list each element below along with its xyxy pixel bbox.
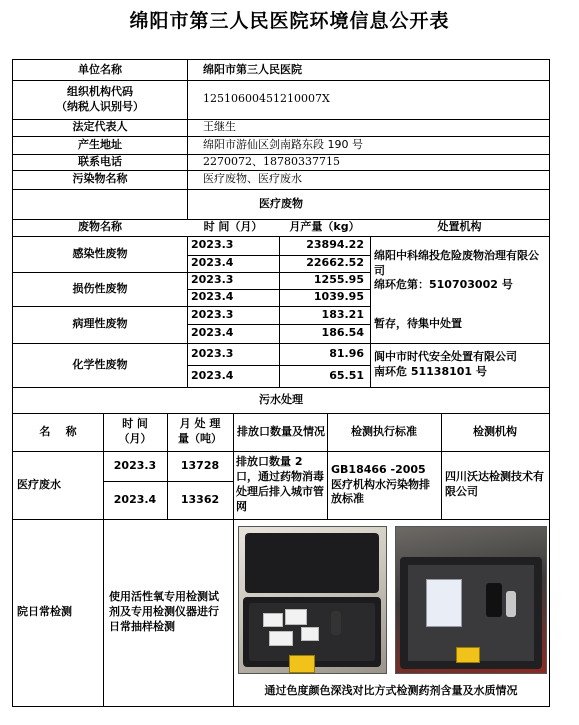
test-kit-photo bbox=[238, 526, 387, 674]
waste-amount: 183.21 bbox=[321, 307, 364, 321]
disposal-org-2: 暂存，待集中处置 bbox=[374, 317, 462, 331]
ww-agency-header: 检测机构 bbox=[473, 424, 517, 438]
ww-outlet-desc: 排放口数量 2 口，通过药物消毒处理后排入城市管网 bbox=[236, 455, 324, 513]
org-code-value: 12510600451210007X bbox=[203, 92, 330, 106]
waste-name-pathological: 病理性废物 bbox=[72, 317, 128, 331]
waste-month: 2023.3 bbox=[191, 307, 234, 321]
phone-label: 联系电话 bbox=[78, 154, 122, 168]
page-title: 绵阳市第三人民医院环境信息公开表 bbox=[129, 10, 450, 32]
phone-value: 2270072、18780337715 bbox=[203, 154, 340, 168]
waste-month: 2023.4 bbox=[191, 290, 234, 304]
waste-disposal-header: 处置机构 bbox=[437, 220, 482, 234]
instrument-photo bbox=[395, 526, 547, 674]
waste-month: 2023.3 bbox=[191, 238, 234, 252]
ww-agency: 四川沃达检测技术有限公司 bbox=[445, 470, 544, 498]
reagent-packet bbox=[426, 579, 462, 627]
waste-amount: 22662.52 bbox=[306, 256, 364, 270]
ww-volume: 13362 bbox=[180, 492, 220, 506]
daily-check-label: 院日常检测 bbox=[17, 605, 72, 619]
waste-name-header: 废物名称 bbox=[78, 220, 122, 234]
daily-check-desc: 使用活性氧专用检测试剂及专用检测仪器进行日常抽样检测 bbox=[109, 590, 219, 633]
unit-name-label: 单位名称 bbox=[78, 62, 122, 76]
disposal-org-3: 阆中市时代安全处置有限公司 南环危 51138101 号 bbox=[374, 350, 517, 378]
legal-rep-label: 法定代表人 bbox=[72, 120, 128, 134]
ww-time-header: 时 间 （月） bbox=[118, 417, 152, 445]
ww-standard-header: 检测执行标准 bbox=[351, 424, 417, 438]
waste-amount: 1255.95 bbox=[313, 273, 364, 287]
address-label: 产生地址 bbox=[78, 137, 122, 151]
waste-time-header: 时 间（月） bbox=[203, 220, 263, 234]
case-latch bbox=[289, 655, 315, 673]
pollutant-label: 污染物名称 bbox=[72, 172, 128, 186]
waste-amount: 65.51 bbox=[329, 368, 364, 382]
wastewater-section-title: 污水处理 bbox=[259, 392, 303, 406]
waste-name-sharps: 损伤性废物 bbox=[72, 281, 128, 295]
waste-month: 2023.4 bbox=[191, 368, 234, 382]
waste-month: 2023.4 bbox=[191, 326, 234, 340]
org-code-label-line1: 组织机构代码 bbox=[67, 84, 133, 98]
disposal-org-1: 绵阳中科绵投危险废物治理有限公司 绵环危第：510703002 号 bbox=[374, 248, 539, 292]
kit-case-lid bbox=[245, 533, 379, 593]
unit-name-value: 绵阳市第三人民医院 bbox=[203, 62, 302, 76]
waste-month: 2023.3 bbox=[191, 273, 234, 287]
ww-name: 医疗废水 bbox=[17, 477, 61, 491]
medical-waste-section-title: 医疗废物 bbox=[259, 196, 303, 210]
waste-amount: 81.96 bbox=[329, 346, 364, 360]
pollutant-value: 医疗废物、医疗废水 bbox=[203, 172, 302, 186]
info-table bbox=[12, 59, 550, 707]
org-code-label bbox=[13, 80, 187, 119]
waste-name-chemical: 化学性废物 bbox=[72, 357, 128, 371]
waste-month: 2023.4 bbox=[191, 256, 234, 270]
ww-outlet-header: 排放口数量及情况 bbox=[237, 424, 325, 438]
legal-rep-value: 王继生 bbox=[203, 120, 236, 134]
ww-month: 2023.4 bbox=[113, 492, 157, 506]
instrument-bottle bbox=[486, 583, 502, 617]
waste-amount: 186.54 bbox=[321, 326, 364, 340]
daily-check-caption: 通过色度颜色深浅对比方式检测药剂含量及水质情况 bbox=[264, 683, 518, 697]
ww-month: 2023.3 bbox=[113, 458, 157, 472]
address-value: 绵阳市游仙区剑南路东段 190 号 bbox=[203, 137, 363, 151]
waste-month: 2023.3 bbox=[191, 346, 234, 360]
waste-amount: 1039.95 bbox=[313, 290, 364, 304]
ww-name-header: 名 称 bbox=[39, 424, 77, 438]
waste-amount: 23894.22 bbox=[306, 238, 364, 252]
ww-standard: GB18466 -2005 医疗机构水污染物排放标准 bbox=[331, 462, 430, 506]
ww-volume: 13728 bbox=[180, 458, 220, 472]
waste-amount-header: 月产量（kg） bbox=[289, 220, 360, 234]
org-code-label-line2: （纳税人识别号） bbox=[56, 99, 144, 113]
ww-volume-header: 月 处 理 量（吨） bbox=[178, 417, 222, 445]
waste-name-infectious: 感染性废物 bbox=[72, 246, 128, 260]
